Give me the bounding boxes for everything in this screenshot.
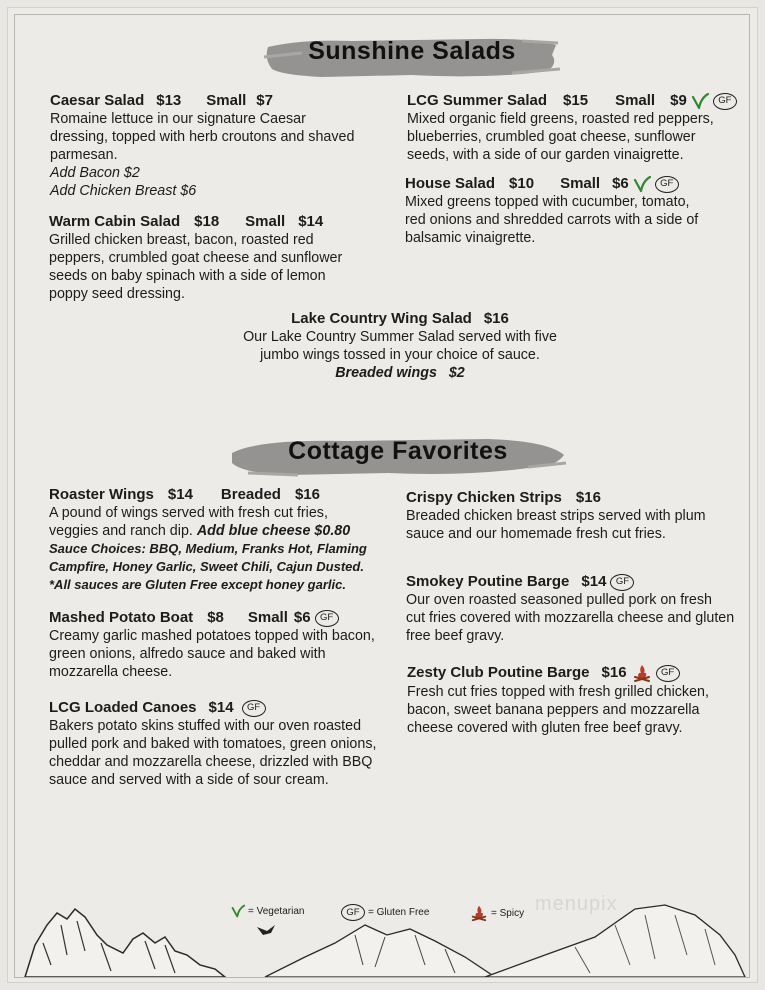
item-desc: cut fries covered with mozzarella cheese and gluten: [406, 610, 735, 626]
item-price: $15: [563, 92, 589, 109]
sauce-choices: Campfire, Honey Garlic, Sweet Chili, Cajun Dusted.: [49, 559, 364, 574]
item-price: $16: [483, 310, 509, 327]
item-desc: mozzarella cheese.: [49, 664, 173, 680]
small-label: Small: [247, 609, 288, 626]
menu-item-caesar: [50, 92, 354, 200]
item-desc: veggies and ranch dip.: [49, 523, 197, 539]
menu-item-roaster-wings: [49, 486, 367, 594]
item-price: $16: [601, 664, 627, 681]
item-desc: jumbo wings tossed in your choice of sauce.: [260, 347, 540, 363]
spicy-campfire-icon: [470, 904, 488, 922]
item-desc: Mixed organic field greens, roasted red peppers,: [407, 111, 714, 127]
favorites-title: Cottage Favorites: [288, 437, 508, 465]
item-name: Mashed Potato Boat: [49, 609, 194, 626]
item-desc: balsamic vinaigrette.: [405, 230, 536, 246]
item-price: $10: [509, 175, 535, 192]
legend-text: = Gluten Free: [368, 907, 430, 918]
item-desc: dressing, topped with herb croutons and shaved: [50, 129, 355, 145]
salads-title: Sunshine Salads: [308, 37, 516, 65]
spicy-campfire-icon: [632, 663, 652, 683]
legend-gluten-free: [341, 904, 429, 921]
small-label: Small: [560, 175, 601, 192]
watermark: menupix: [535, 893, 618, 915]
vegetarian-leaf-icon: [691, 92, 709, 110]
item-desc: A pound of wings served with fresh cut fries,: [49, 505, 328, 521]
item-desc: bacon, sweet banana peppers and mozzarella: [407, 702, 700, 718]
item-desc: Breaded chicken breast strips served with plum: [406, 508, 706, 524]
item-desc: Mixed greens topped with cucumber, tomato,: [405, 194, 690, 210]
legend-text: = Spicy: [491, 907, 525, 919]
item-desc: blueberries, crumbled goat cheese, sunflower: [407, 129, 696, 145]
menu-item-house: [405, 175, 698, 247]
item-price: $13: [156, 92, 182, 109]
item-name: House Salad: [405, 175, 496, 192]
menu-item-zesty-poutine: [407, 663, 709, 737]
breaded-price: $16: [294, 486, 320, 503]
item-desc: Creamy garlic mashed potatoes topped with bacon,: [49, 628, 375, 644]
addon: Breaded wings $2: [335, 365, 465, 381]
item-name: LCG Loaded Canoes: [49, 699, 197, 716]
item-desc: sauce and our homemade fresh cut fries.: [406, 526, 666, 542]
gluten-free-badge: GF: [341, 904, 365, 921]
item-desc: peppers, crumbled goat cheese and sunflower: [49, 250, 343, 266]
gluten-free-badge: GF: [610, 574, 634, 591]
vegetarian-leaf-icon: [633, 175, 651, 193]
vegetarian-leaf-icon: [231, 904, 245, 918]
item-desc: Romaine lettuce in our signature Caesar: [50, 111, 306, 127]
item-desc: seeds, with a side of our garden vinaigrette.: [407, 147, 684, 163]
menu-item-mashed-potato: [49, 609, 375, 681]
menu-item-smokey-poutine: [406, 573, 734, 645]
addon: Add blue cheese $0.80: [196, 523, 351, 539]
item-desc: cheddar and mozzarella cheese, drizzled with BBQ: [49, 754, 373, 770]
salads-banner: [262, 33, 562, 77]
item-desc: green onions, alfredo sauce and baked with: [49, 646, 326, 662]
legend-text: = Vegetarian: [248, 905, 305, 917]
item-name: Roaster Wings: [49, 486, 154, 503]
item-desc: cheese covered with gluten free beef gravy.: [407, 720, 683, 736]
item-name: Caesar Salad: [50, 92, 145, 109]
item-price: $14: [581, 573, 607, 590]
item-desc: poppy seed dressing.: [49, 286, 185, 302]
small-price: $6: [612, 175, 629, 192]
legend-vegetarian: [231, 904, 304, 918]
item-desc: sauce and served with a side of sour cream.: [49, 772, 329, 788]
addon: Add Chicken Breast $6: [50, 183, 197, 199]
item-name: Zesty Club Poutine Barge: [407, 664, 590, 681]
item-price: $18: [194, 213, 220, 230]
small-label: Small: [206, 92, 247, 109]
sauce-choices: Sauce Choices: BBQ, Medium, Franks Hot, Flaming: [49, 541, 367, 556]
item-name: Smokey Poutine Barge: [406, 573, 570, 590]
breaded-label: Breaded: [220, 486, 281, 503]
small-price: $14: [298, 213, 324, 230]
gluten-free-badge: GF: [656, 665, 680, 682]
item-price: $14: [208, 699, 234, 716]
item-desc: Grilled chicken breast, bacon, roasted red: [49, 232, 314, 248]
small-price: $7: [256, 92, 273, 109]
menu-item-chicken-strips: [406, 489, 706, 543]
item-name: Crispy Chicken Strips: [406, 489, 562, 506]
gluten-free-badge: GF: [242, 700, 266, 717]
legend-spicy: [470, 904, 524, 922]
menu-item-wing-salad: [200, 310, 600, 382]
favorites-banner: [228, 433, 568, 477]
item-desc: pulled pork and baked with tomatoes, green onions,: [49, 736, 377, 752]
item-desc: seeds on baby spinach with a side of lemon: [49, 268, 326, 284]
item-desc: free beef gravy.: [406, 628, 505, 644]
small-label: Small: [615, 92, 656, 109]
item-price: $14: [167, 486, 193, 503]
item-desc: red onions and shredded carrots with a side of: [405, 212, 699, 228]
gluten-free-badge: GF: [655, 176, 679, 193]
menu-item-warm-cabin: [49, 213, 342, 303]
addon: Add Bacon $2: [50, 165, 140, 181]
item-name: Warm Cabin Salad: [49, 213, 181, 230]
gluten-free-badge: GF: [713, 93, 737, 110]
item-price: $8: [207, 609, 224, 626]
small-price: $6: [293, 609, 311, 626]
small-label: Small: [245, 213, 286, 230]
item-desc: Our Lake Country Summer Salad served with five: [243, 329, 557, 345]
item-desc: Bakers potato skins stuffed with our oven roasted: [49, 718, 362, 734]
small-price: $9: [670, 92, 687, 109]
item-desc: Fresh cut fries topped with fresh grilled chicken,: [407, 684, 709, 700]
item-price: $16: [575, 489, 601, 506]
item-desc: Our oven roasted seasoned pulled pork on fresh: [406, 592, 712, 608]
item-name: Lake Country Wing Salad: [291, 310, 472, 327]
item-desc: parmesan.: [50, 147, 118, 163]
item-name: LCG Summer Salad: [407, 92, 548, 109]
sauce-note: *All sauces are Gluten Free except honey garlic.: [49, 577, 346, 592]
menu-item-loaded-canoes: [49, 699, 376, 789]
menu-item-lcg-summer: [407, 92, 737, 164]
gluten-free-badge: GF: [315, 610, 339, 627]
